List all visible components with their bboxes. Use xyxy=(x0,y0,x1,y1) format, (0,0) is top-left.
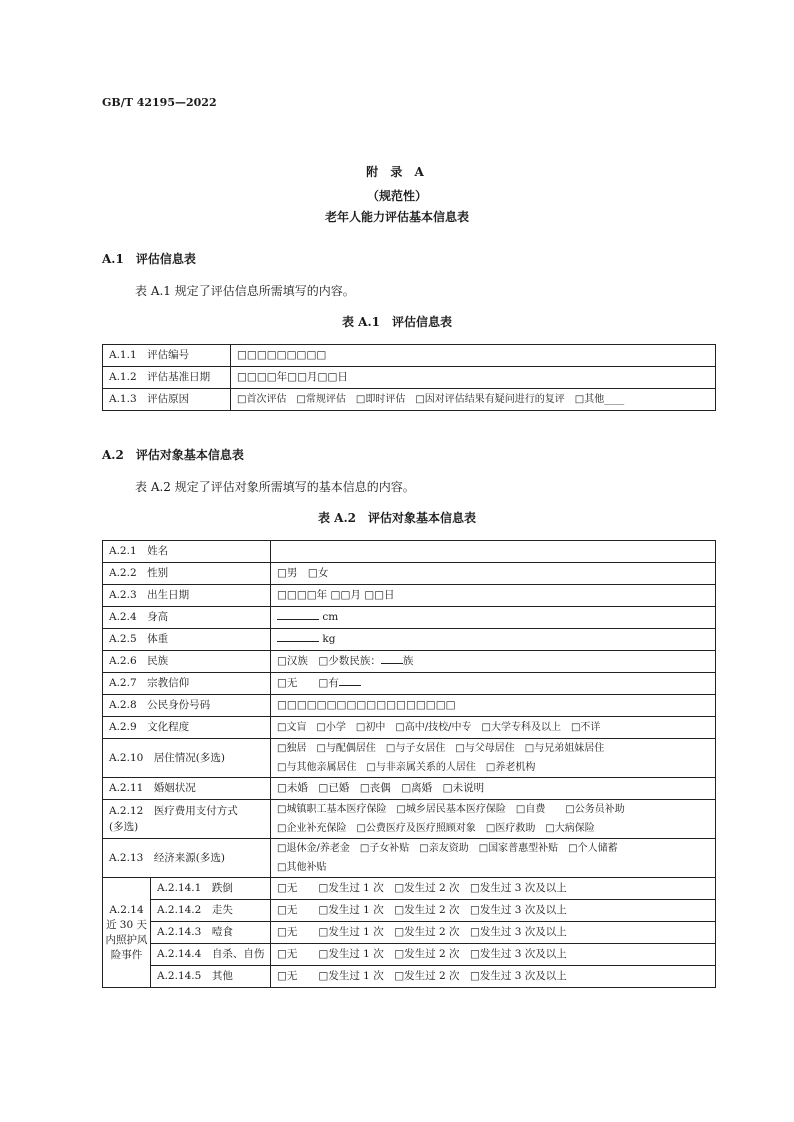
education-options[interactable]: □文盲 □小学 □初中 □高中/技校/中专 □大学专科及以上 □不详 xyxy=(271,717,716,739)
self-harm-options[interactable]: □无 □发生过 1 次 □发生过 2 次 □发生过 3 次及以上 xyxy=(271,944,716,966)
row-label: A.2.14.4 自杀、自伤 xyxy=(151,944,271,966)
living-options[interactable]: □独居 □与配偶居住 □与子女居住 □与父母居住 □与兄弟姐妹居住 □与其他亲属居住 □与非亲属关系的人居住 □养老机构 xyxy=(271,739,716,778)
row-label: A.2.9 文化程度 xyxy=(103,717,271,739)
row-label: A.2.13 经济来源(多选) xyxy=(103,839,271,878)
standard-number: GB/T 42195—2022 xyxy=(102,96,217,109)
appendix-title: 附 录 A xyxy=(366,165,428,179)
table-row xyxy=(103,778,716,800)
row-label: A.2.2 性别 xyxy=(103,563,271,585)
table-a1 xyxy=(102,344,716,411)
table-a2-caption: 表 A.2 评估对象基本信息表 xyxy=(317,511,477,525)
table-row xyxy=(103,563,716,585)
row-label: A.1.2 评估基准日期 xyxy=(103,367,231,389)
row-label: A.2.11 婚姻状况 xyxy=(103,778,271,800)
income-options[interactable]: □退休金/养老金 □子女补贴 □亲友资助 □国家普惠型补贴 □个人储蓄 □其他补贴 xyxy=(271,839,716,878)
payment-options[interactable]: □城镇职工基本医疗保险 □城乡居民基本医疗保险 □自费 □公务员补助 □企业补充保险 □公费医疗及医疗照顾对象 □医疗救助 □大病保险 xyxy=(271,800,716,839)
table-row xyxy=(103,345,716,367)
risk-events-group-label: A.2.14 近 30 天内照护风险事件 xyxy=(103,878,151,988)
religion-blank[interactable] xyxy=(339,674,361,686)
table-row xyxy=(103,367,716,389)
table-row xyxy=(103,739,716,778)
row-label: A.2.1 姓名 xyxy=(103,541,271,563)
table-row xyxy=(103,607,716,629)
name-field[interactable] xyxy=(271,541,716,563)
table-row xyxy=(103,922,716,944)
assessment-id-field[interactable]: □□□□□□□□□ xyxy=(231,345,716,367)
section-a2-intro: 表 A.2 规定了评估对象所需填写的基本信息的内容。 xyxy=(135,480,415,494)
row-label: A.2.14.2 走失 xyxy=(151,900,271,922)
weight-blank[interactable] xyxy=(277,630,319,642)
table-row xyxy=(103,944,716,966)
table-row xyxy=(103,673,716,695)
table-row xyxy=(103,629,716,651)
table-row xyxy=(103,541,716,563)
ethnicity-blank[interactable] xyxy=(381,652,403,664)
row-label: A.2.14.1 跌倒 xyxy=(151,878,271,900)
row-label: A.1.1 评估编号 xyxy=(103,345,231,367)
row-label: A.1.3 评估原因 xyxy=(103,389,231,411)
table-row xyxy=(103,651,716,673)
section-a1-intro: 表 A.1 规定了评估信息所需填写的内容。 xyxy=(135,284,355,298)
fall-options[interactable]: □无 □发生过 1 次 □发生过 2 次 □发生过 3 次及以上 xyxy=(271,878,716,900)
height-field[interactable]: cm xyxy=(271,607,716,629)
row-label: A.2.4 身高 xyxy=(103,607,271,629)
table-row xyxy=(103,585,716,607)
table-row xyxy=(103,695,716,717)
table-row xyxy=(103,389,716,411)
appendix-type: （规范性） xyxy=(366,189,427,203)
row-label: A.2.12 医疗费用支付方式 (多选) xyxy=(103,800,271,839)
table-row xyxy=(103,966,716,988)
weight-field[interactable]: kg xyxy=(271,629,716,651)
wandering-options[interactable]: □无 □发生过 1 次 □发生过 2 次 □发生过 3 次及以上 xyxy=(271,900,716,922)
other-event-options[interactable]: □无 □发生过 1 次 □发生过 2 次 □发生过 3 次及以上 xyxy=(271,966,716,988)
religion-options[interactable]: □无 □有 xyxy=(271,673,716,695)
table-row xyxy=(103,839,716,878)
section-a1-heading: A.1 评估信息表 xyxy=(102,252,196,266)
row-label: A.2.3 出生日期 xyxy=(103,585,271,607)
row-label: A.2.8 公民身份号码 xyxy=(103,695,271,717)
assessment-reason-options[interactable]: □首次评估 □常规评估 □即时评估 □因对评估结果有疑问进行的复评 □其他____ xyxy=(231,389,716,411)
row-label: A.2.6 民族 xyxy=(103,651,271,673)
gender-options[interactable]: □男 □女 xyxy=(271,563,716,585)
id-number-field[interactable]: □□□□□□□□□□□□□□□□□□ xyxy=(271,695,716,717)
row-label: A.2.14.5 其他 xyxy=(151,966,271,988)
choking-options[interactable]: □无 □发生过 1 次 □发生过 2 次 □发生过 3 次及以上 xyxy=(271,922,716,944)
assessment-date-field[interactable]: □□□□年□□月□□日 xyxy=(231,367,716,389)
row-label: A.2.10 居住情况(多选) xyxy=(103,739,271,778)
section-a2-heading: A.2 评估对象基本信息表 xyxy=(102,448,244,462)
table-row xyxy=(103,900,716,922)
ethnicity-options[interactable]: □汉族 □少数民族： 族 xyxy=(271,651,716,673)
table-row xyxy=(103,717,716,739)
row-label: A.2.5 体重 xyxy=(103,629,271,651)
row-label: A.2.14.3 噎食 xyxy=(151,922,271,944)
height-blank[interactable] xyxy=(277,608,319,620)
table-row xyxy=(103,800,716,839)
table-a1-caption: 表 A.1 评估信息表 xyxy=(341,315,453,329)
marital-options[interactable]: □未婚 □已婚 □丧偶 □离婚 □未说明 xyxy=(271,778,716,800)
row-label: A.2.7 宗教信仰 xyxy=(103,673,271,695)
appendix-name: 老年人能力评估基本信息表 xyxy=(324,210,469,224)
table-a2 xyxy=(102,540,716,988)
table-row xyxy=(103,878,716,900)
birth-date-field[interactable]: □□□□年 □□月 □□日 xyxy=(271,585,716,607)
